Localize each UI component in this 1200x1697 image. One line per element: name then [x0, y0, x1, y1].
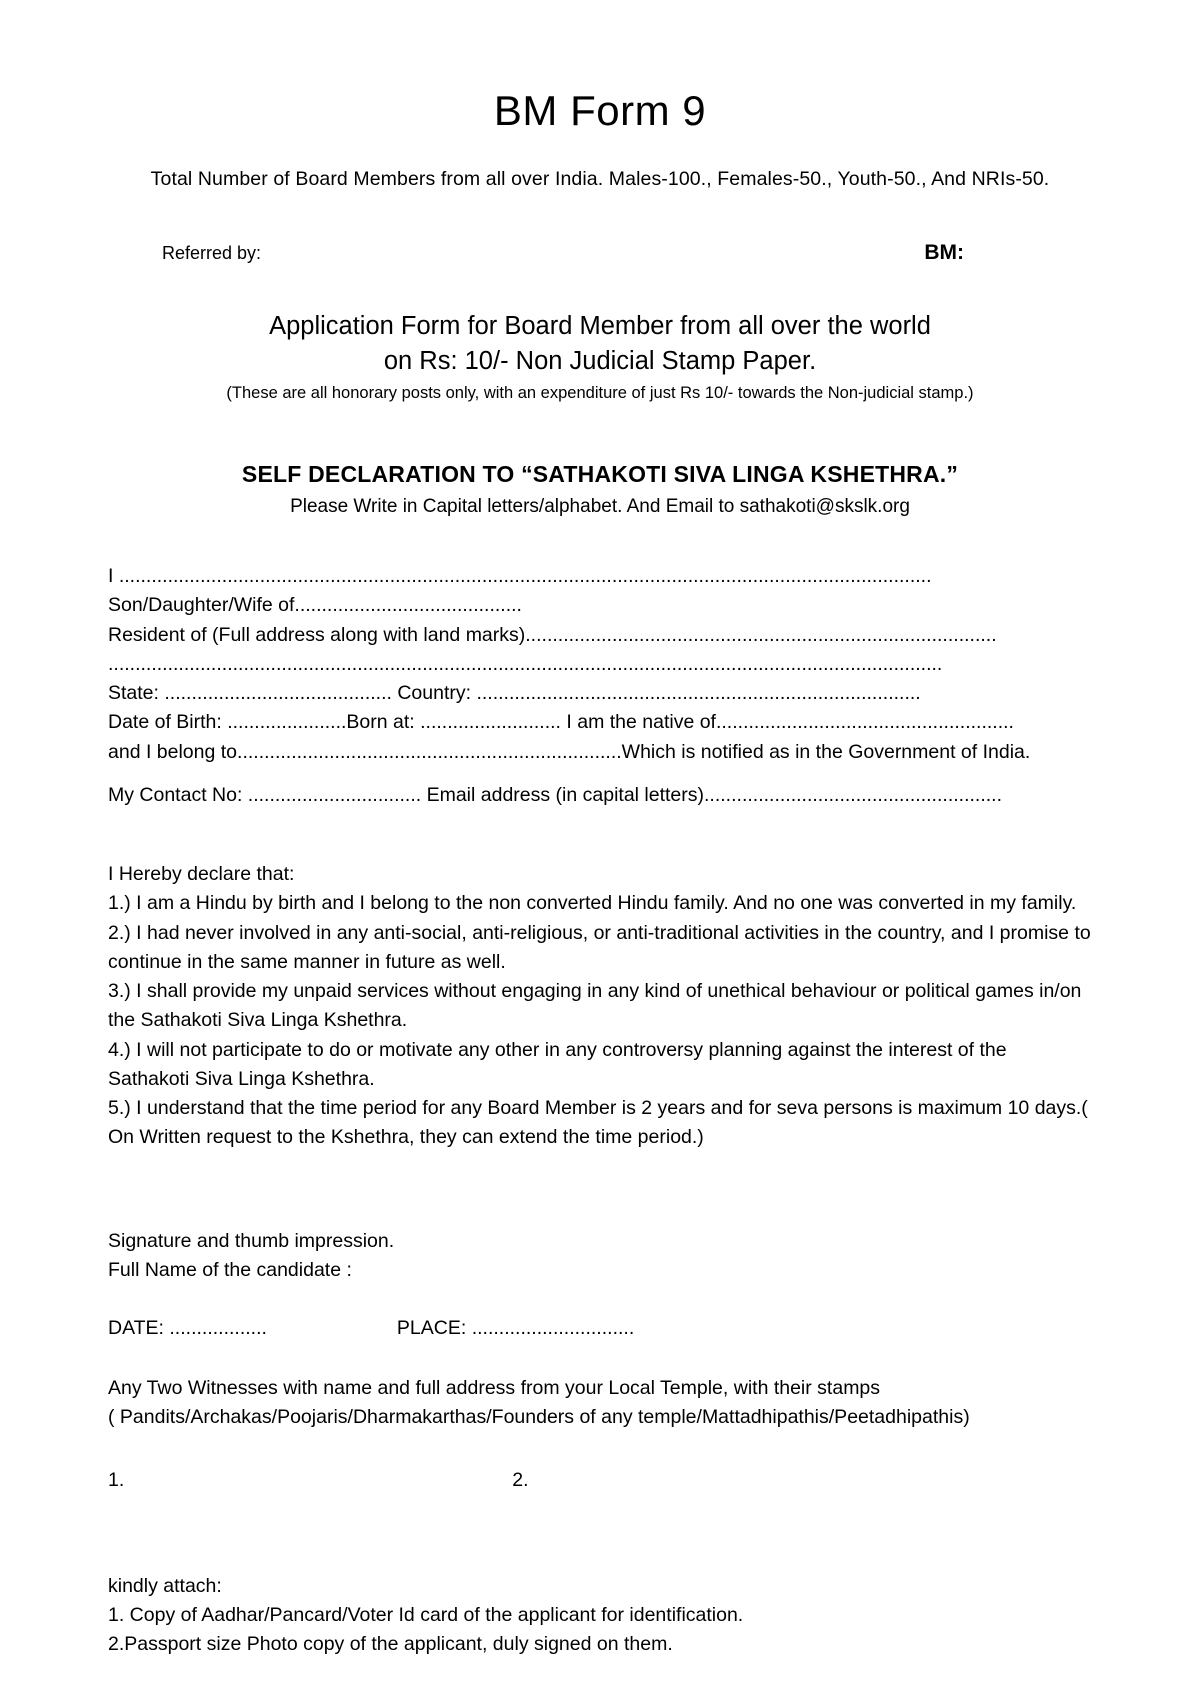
- place-field[interactable]: PLACE: ..............................: [396, 1317, 635, 1340]
- witness-line-2: ( Pandits/Archakas/Poojaris/Dharmakarthas/Founders of any temple/Mattadhipathis/Peetadhipathis): [108, 1406, 970, 1429]
- field-parent[interactable]: Son/Daughter/Wife of..........................................: [108, 594, 522, 617]
- application-heading: [108, 309, 1092, 378]
- application-heading-line2: on Rs: 10/- Non Judicial Stamp Paper.: [383, 346, 817, 375]
- bm-label: BM:: [924, 241, 964, 265]
- date-field[interactable]: DATE: ..................: [108, 1317, 267, 1340]
- date-place-row: [108, 1317, 1092, 1340]
- witness-slot-1[interactable]: 1.: [108, 1468, 125, 1491]
- witness-number-row: [108, 1469, 1092, 1492]
- witness-instructions: [108, 1374, 1092, 1433]
- field-resident[interactable]: Resident of (Full address along with land marks).......................................................................................: [108, 623, 997, 646]
- field-belong-to[interactable]: and I belong to.......................................................................Which is notified as in the Government of India.: [108, 740, 1031, 763]
- field-contact-email[interactable]: My Contact No: ................................ Email address (in capital letters).......................................................: [108, 783, 1002, 806]
- declaration-item-3: 3.) I shall provide my unpaid services without engaging in any kind of unethical behaviour or political games in/on the Sathakoti Siva Linga Kshethra.: [108, 980, 1082, 1032]
- application-heading-line1: Application Form for Board Member from all over the world: [269, 312, 931, 341]
- declaration-item-1: 1.) I am a Hindu by birth and I belong to the non converted Hindu family. And no one was converted in my family.: [108, 892, 1077, 915]
- self-declaration-note: Please Write in Capital letters/alphabet. And Email to sathakoti@skslk.org: [290, 496, 910, 518]
- signature-thumb-label: Signature and thumb impression.: [108, 1229, 395, 1252]
- signature-block: [108, 1227, 1092, 1286]
- field-name[interactable]: I ......................................................................................................................................................: [108, 565, 932, 588]
- attachments-heading: kindly attach:: [108, 1574, 222, 1597]
- declaration-item-2: 2.) I had never involved in any anti-social, anti-religious, or anti-traditional activities in the country, and I promise to continue in the same manner in future as well.: [108, 921, 1091, 973]
- full-name-label[interactable]: Full Name of the candidate :: [108, 1258, 352, 1281]
- declaration-intro: I Hereby declare that:: [108, 863, 295, 886]
- field-resident-continued[interactable]: ..........................................................................................................................................................: [108, 652, 943, 675]
- applicant-fields: [108, 562, 1092, 810]
- declaration-block: [108, 860, 1092, 1153]
- application-note: (These are all honorary posts only, with an expenditure of just Rs 10/- towards the Non-judicial stamp.): [226, 384, 974, 403]
- self-declaration-heading: SELF DECLARATION TO “SATHAKOTI SIVA LINGA KSHETHRA.”: [241, 461, 959, 488]
- attachment-item-1: 1. Copy of Aadhar/Pancard/Voter Id card of the applicant for identification.: [108, 1603, 744, 1626]
- witness-slot-2[interactable]: 2.: [512, 1468, 529, 1491]
- field-date-of-birth[interactable]: Date of Birth: ......................Born at: .......................... I am the native of.......................................................: [108, 711, 1014, 734]
- total-members-line: Total Number of Board Members from all over India. Males-100., Females-50., Youth-50., And NRIs-50.: [150, 168, 1050, 191]
- declaration-item-4: 4.) I will not participate to do or motivate any other in any controversy planning against the interest of the Sathakoti Siva Linga Kshethra.: [108, 1038, 1007, 1090]
- field-state-country[interactable]: State: .......................................... Country: ..................................................................................: [108, 682, 921, 705]
- declaration-item-5: 5.) I understand that the time period for any Board Member is 2 years and for seva persons is maximum 10 days.( On Written request to the Kshethra, they can extend the time period.): [108, 1097, 1088, 1149]
- field-spacer: [108, 767, 1092, 781]
- attachment-item-2: 2.Passport size Photo copy of the applicant, duly signed on them.: [108, 1633, 673, 1656]
- page-title: BM Form 9: [493, 87, 707, 134]
- attachments-block: [108, 1572, 1092, 1660]
- referred-by-label: Referred by:: [162, 243, 262, 264]
- referred-by-row: [108, 241, 1092, 265]
- witness-line-1: Any Two Witnesses with name and full address from your Local Temple, with their stamps: [108, 1377, 881, 1400]
